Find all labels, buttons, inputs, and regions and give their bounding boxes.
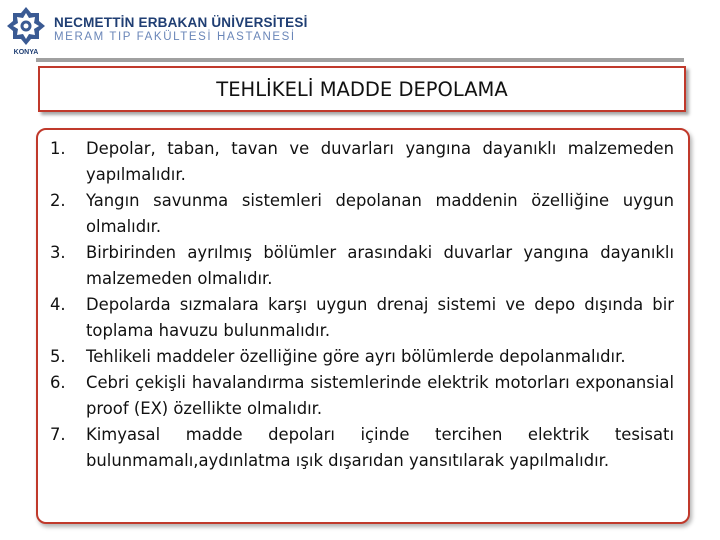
- item-text: Tehlikeli maddeler özelliğine göre ayrı bölümlerde depolanmalıdır.: [86, 347, 626, 366]
- item-number: 6.: [50, 373, 66, 392]
- content-box: [36, 128, 690, 524]
- item-text: Birbirinden ayrılmış bölümler arasındaki duvarlar yangına dayanıklı malzemeden olmalıdır.: [86, 243, 674, 288]
- university-logo: [4, 4, 48, 56]
- list-item: [42, 240, 674, 292]
- item-number: 4.: [50, 295, 66, 314]
- page-title: TEHLİKELİ MADDE DEPOLAMA: [216, 77, 508, 101]
- item-number: 2.: [50, 191, 66, 210]
- list-item: [42, 292, 674, 344]
- item-number: 1.: [50, 139, 66, 158]
- list-item: [42, 136, 674, 188]
- item-number: 3.: [50, 243, 66, 262]
- item-number: 7.: [50, 425, 66, 444]
- list-item: [42, 344, 674, 370]
- header-divider: [36, 58, 684, 62]
- hospital-name: MERAM TIP FAKÜLTESİ HASTANESİ: [54, 31, 296, 43]
- list-item: [42, 188, 674, 240]
- item-text: Depolar, taban, tavan ve duvarları yangına dayanıklı malzemeden yapılmalıdır.: [86, 139, 674, 184]
- item-text: Cebri çekişli havalandırma sistemlerinde elektrik motorları exponansial proof (EX) özellikte olmalıdır.: [86, 373, 674, 418]
- list-item: [42, 422, 674, 474]
- item-text: Yangın savunma sistemleri depolanan maddenin özelliğine uygun olmalıdır.: [86, 191, 674, 236]
- item-number: 5.: [50, 347, 66, 366]
- logo-caption: KONYA: [13, 49, 39, 56]
- item-text: Depolarda sızmalara karşı uygun drenaj sistemi ve depo dışında bir toplama havuzu bulunmalıdır.: [86, 295, 674, 340]
- item-text: Kimyasal madde depoları içinde tercihen elektrik tesisatı bulunmamalı,aydınlatma ışık dışarıdan yansıtılarak yapılmalıdır.: [86, 425, 674, 470]
- list-item: [42, 370, 674, 422]
- header: [0, 0, 720, 62]
- university-name: NECMETTİN ERBAKAN ÜNİVERSİTESİ: [54, 15, 308, 30]
- title-box: [38, 66, 686, 112]
- rules-list: [42, 136, 674, 474]
